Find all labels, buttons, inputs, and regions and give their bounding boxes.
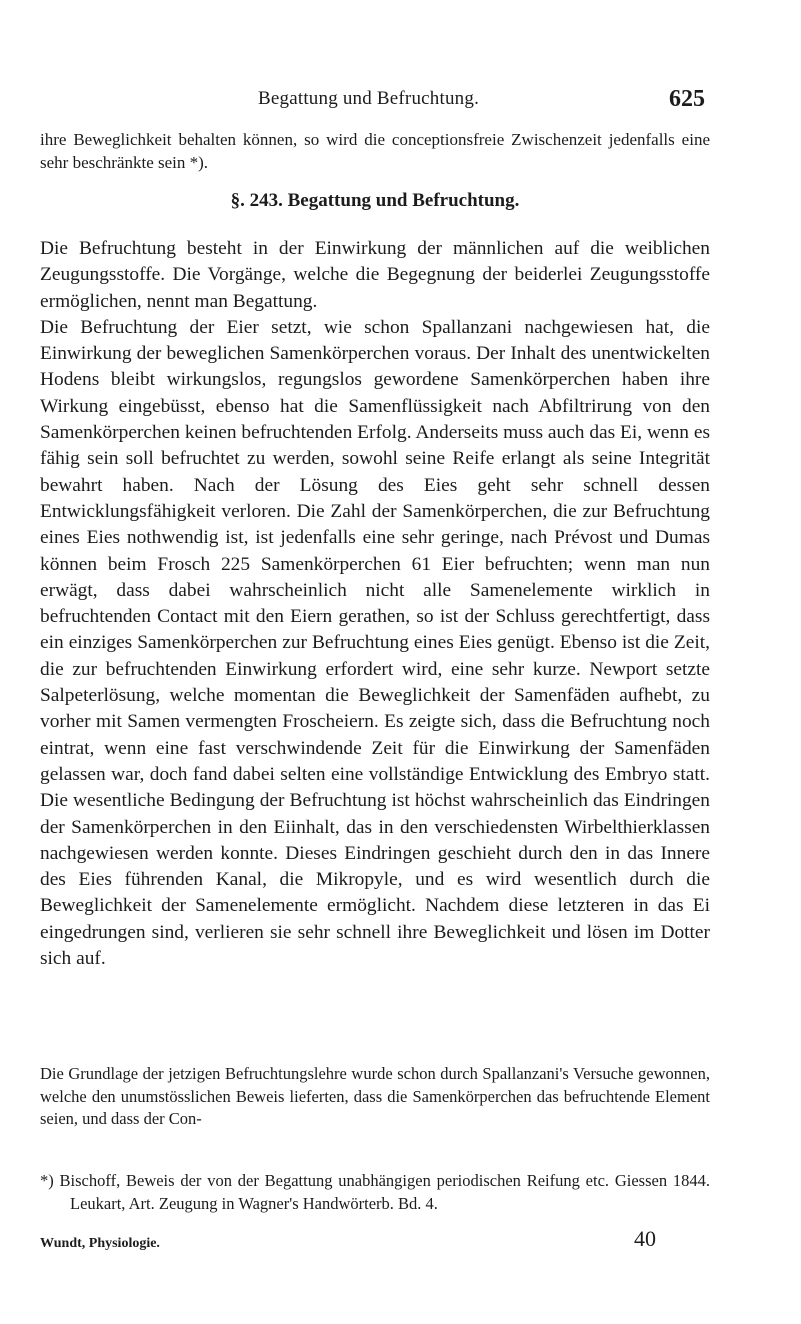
small-print-paragraph	[40, 1063, 710, 1131]
running-head	[258, 88, 705, 114]
sheet-signature: Wundt, Physiologie.	[40, 1236, 160, 1251]
paragraph-befruchtung: Die Befruchtung der Eier setzt, wie schon Spallanzani nachgewiesen hat, die Einwirkung der beweglichen Samenkörperchen voraus. Der Inhalt des unentwickelten Hodens bleibt wirkungslos, regungslos gewordene Samenkörperchen haben ihre Wirkung eingebüsst, ebenso hat die Samenflüssigkeit nach Abfiltrirung von den Samenkörperchen keinen befruchtenden Erfolg. Anderseits muss auch das Ei, wenn es fähig sein soll befruchtet zu werden, sowohl seine Reife erlangt als seine Integrität bewahrt haben. Nach der Lösung des Eies geht sehr schnell dessen Entwicklungsfähigkeit verloren. Die Zahl der Samenkörperchen, die zur Befruchtung eines Eies nothwendig ist, ist jedenfalls eine sehr geringe, nach Prévost und Dumas können beim Frosch 225 Samenkörperchen 61 Eier befruchten; wenn man nun erwägt, dass dabei wahrscheinlich nicht alle Samenelemente wirklich in befruchtenden Contact mit den Eiern gerathen, so ist der Schluss gerechtfertigt, dass ein einziges Samenkörperchen zur Befruchtung eines Eies genügt. Ebenso ist die Zeit, die zur befruchtenden Einwirkung erfordert wird, eine sehr kurze. Newport setzte Salpeterlösung, welche momentan die Beweglichkeit der Samenfäden aufhebt, zu vorher mit Samen vermengten Froscheiern. Es zeigte sich, dass die Befruchtung noch eintrat, wenn eine fast verschwindende Zeit für die Einwirkung der Samenfäden gelassen war, doch fand dabei selten eine vollständige Entwicklung des Embryo statt. Die wesentliche Bedingung der Befruchtung ist höchst wahrscheinlich das Eindringen der Samenkörperchen in den Eiinhalt, das in den verschiedensten Wirbelthierklassen nachgewiesen werden konnte. Dieses Eindringen geschieht durch den in das Innere des Eies führenden Kanal, die Mikropyle, und es wird wesentlich durch die Beweglichkeit der Samenelemente ermöglicht. Nachdem diese letzteren in das Ei eingedrungen sind, verlieren sie sehr schnell ihre Beweglichkeit und lösen im Dotter sich auf.	[40, 316, 710, 970]
section-heading: §. 243. Begattung und Befruchtung.	[230, 190, 520, 211]
sheet-number: 40	[634, 1226, 656, 1251]
running-title: Begattung und Befruchtung.	[258, 88, 480, 109]
intro-paragraph: ihre Beweglichkeit behalten können, so wird die conceptionsfreie Zwischenzeit jedenfalls eine sehr beschränkte sein *).	[40, 130, 710, 172]
footnote	[40, 1170, 710, 1215]
small-print-text: Die Grundlage der jetzigen Befruchtungslehre wurde schon durch Spallanzani's Versuche gewonnen, welche den unumstösslichen Beweis lieferten, dass die Samenkörperchen das befruchtende Element seien, und dass der Con-	[40, 1064, 710, 1128]
main-text	[40, 236, 710, 972]
footnote-text: *) Bischoff, Beweis der von der Begattung unabhängigen periodischen Reifung etc. Giessen 1844. Leukart, Art. Zeugung in Wagner's Handwörterb. Bd. 4.	[40, 1171, 710, 1213]
page-number: 625	[669, 86, 705, 112]
paragraph-definition: Die Befruchtung besteht in der Einwirkung der männlichen auf die weiblichen Zeugungsstoffe. Die Vorgänge, welche die Begegnung der beiderlei Zeugungsstoffe ermöglichen, nennt man Begattung.	[40, 238, 710, 312]
